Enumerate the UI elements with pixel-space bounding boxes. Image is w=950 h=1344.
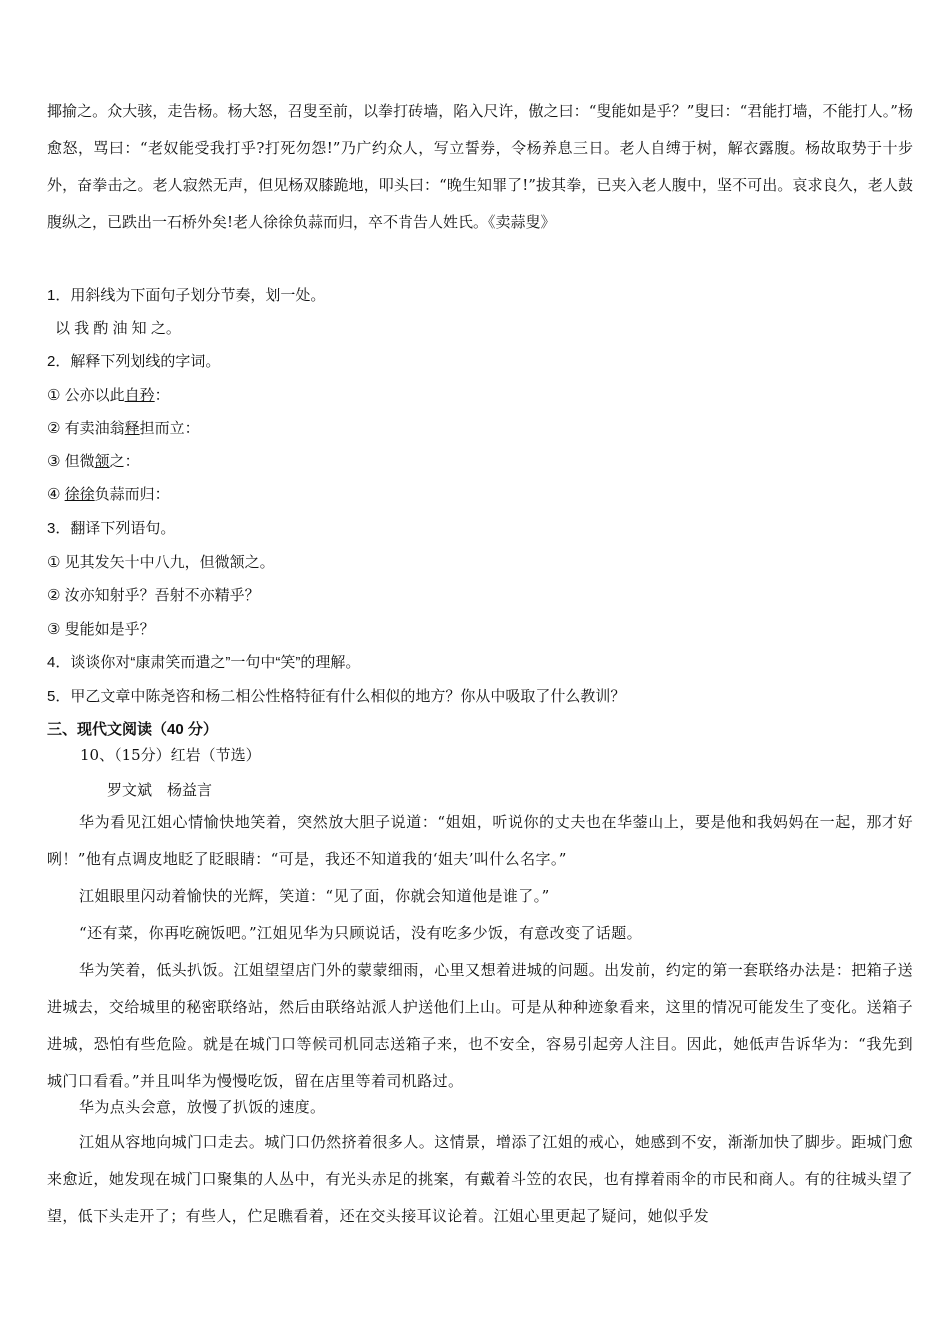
item-text: 负蒜而归：	[94, 486, 170, 503]
story-authors: 罗文斌 杨益言	[107, 781, 213, 799]
item-text: ② 有卖油翁	[47, 420, 125, 437]
item-text: ：	[154, 387, 170, 404]
item-text: ④	[47, 486, 65, 503]
story-paragraph-6: 江姐从容地向城门口走去。城门口仍然挤着很多人。这情景，增添了江姐的戒心，她感到不安，渐渐加快了脚步。距城门愈来愈近，她发现在城门口聚集的人丛中，有光头赤足的挑案，有戴着斗笠的农民，也有撑着雨伞的市民和商人。有的往城头望了望，低下头走开了；有些人，伫足瞧看着，还在交头接耳议论着。江姐心里更起了疑问，她似乎发	[47, 1133, 913, 1225]
question-5: 5．甲乙文章中陈尧咨和杨二相公性格特征有什么相似的地方？你从中吸取了什么教训？	[47, 688, 626, 705]
item-text: ③ 但微	[47, 453, 95, 470]
underlined-word: 释	[124, 420, 140, 437]
section-3-heading: 三、现代文阅读（40 分）	[47, 721, 218, 738]
item-text: 担而立：	[139, 420, 200, 437]
story-paragraph-1: 华为看见江姐心情愉快地笑着，突然放大胆子说道：“姐姐，听说你的丈夫也在华蓥山上，要是他和我妈妈在一起，那才好咧！”他有点调皮地眨了眨眼睛：“可是，我还不知道我的‘姐夫’叫什么名字。”	[47, 813, 913, 868]
underlined-word: 自矜	[124, 387, 155, 404]
item-text: ① 公亦以此	[47, 387, 125, 404]
classical-text-paragraph: 揶揄之。众大骇，走告杨。杨大怒，召叟至前，以拳打砖墙，陷入尺许，傲之曰：“叟能如是乎？”叟曰：“君能打墙，不能打人。”杨愈怒，骂曰：“老奴能受我打乎?打死勿怨!”乃广约众人，写立誓券，令杨养息三日。老人自缚于树，解衣露腹。杨故取势于十步外，奋拳击之。老人寂然无声，但见杨双膝跪地，叩头曰：“晚生知罪了!”拔其拳，已夹入老人腹中，坚不可出。哀求良久，老人鼓腹纵之，已跌出一石桥外矣!老人徐徐负蒜而归，卒不肯告人姓氏。《卖蒜叟》	[47, 102, 913, 231]
question-2-item-3	[47, 451, 913, 473]
question-1-sentence: 以 我 酌 油 知 之。	[55, 320, 181, 337]
question-3-item-1: ① 见其发矢十中八九，但微颔之。	[47, 554, 275, 571]
question-10-title: 10、（15分）红岩（节选）	[80, 746, 261, 764]
question-2-item-1	[47, 385, 913, 407]
item-text: 之：	[109, 453, 140, 470]
story-paragraph-5: 华为点头会意，放慢了扒饭的速度。	[79, 1098, 326, 1116]
story-paragraph-4: 华为笑着，低头扒饭。江姐望望店门外的蒙蒙细雨，心里又想着进城的问题。出发前，约定的第一套联络办法是：把箱子送进城去，交给城里的秘密联络站，然后由联络站派人护送他们上山。可是从种种迹象看来，这里的情况可能发生了变化。送箱子进城，恐怕有些危险。就是在城门口等候司机同志送箱子来，也不安全，容易引起旁人注目。因此，她低声告诉华为：“我先到城门口看看。”并且叫华为慢慢吃饭，留在店里等着司机路过。	[47, 961, 913, 1090]
underlined-word: 颔	[94, 453, 110, 470]
question-1-prompt: 1．用斜线为下面句子划分节奏，划一处。	[47, 287, 326, 304]
question-3-prompt: 3．翻译下列语句。	[47, 520, 176, 537]
question-2-item-4	[47, 484, 913, 506]
question-4: 4．谈谈你对“康肃笑而遣之”一句中“笑”的理解。	[47, 654, 361, 671]
question-3-item-2: ② 汝亦知射乎？吾射不亦精乎？	[47, 587, 260, 604]
question-3-item-3: ③ 叟能如是乎？	[47, 621, 155, 638]
question-2-item-2	[47, 418, 913, 440]
story-paragraph-3: “还有菜，你再吃碗饭吧。”江姐见华为只顾说话，没有吃多少饭，有意改变了话题。	[79, 924, 643, 942]
question-2-prompt: 2．解释下列划线的字词。	[47, 353, 221, 370]
underlined-word: 徐徐	[64, 486, 95, 503]
story-paragraph-2: 江姐眼里闪动着愉快的光辉，笑道：“见了面，你就会知道他是谁了。”	[79, 887, 550, 905]
